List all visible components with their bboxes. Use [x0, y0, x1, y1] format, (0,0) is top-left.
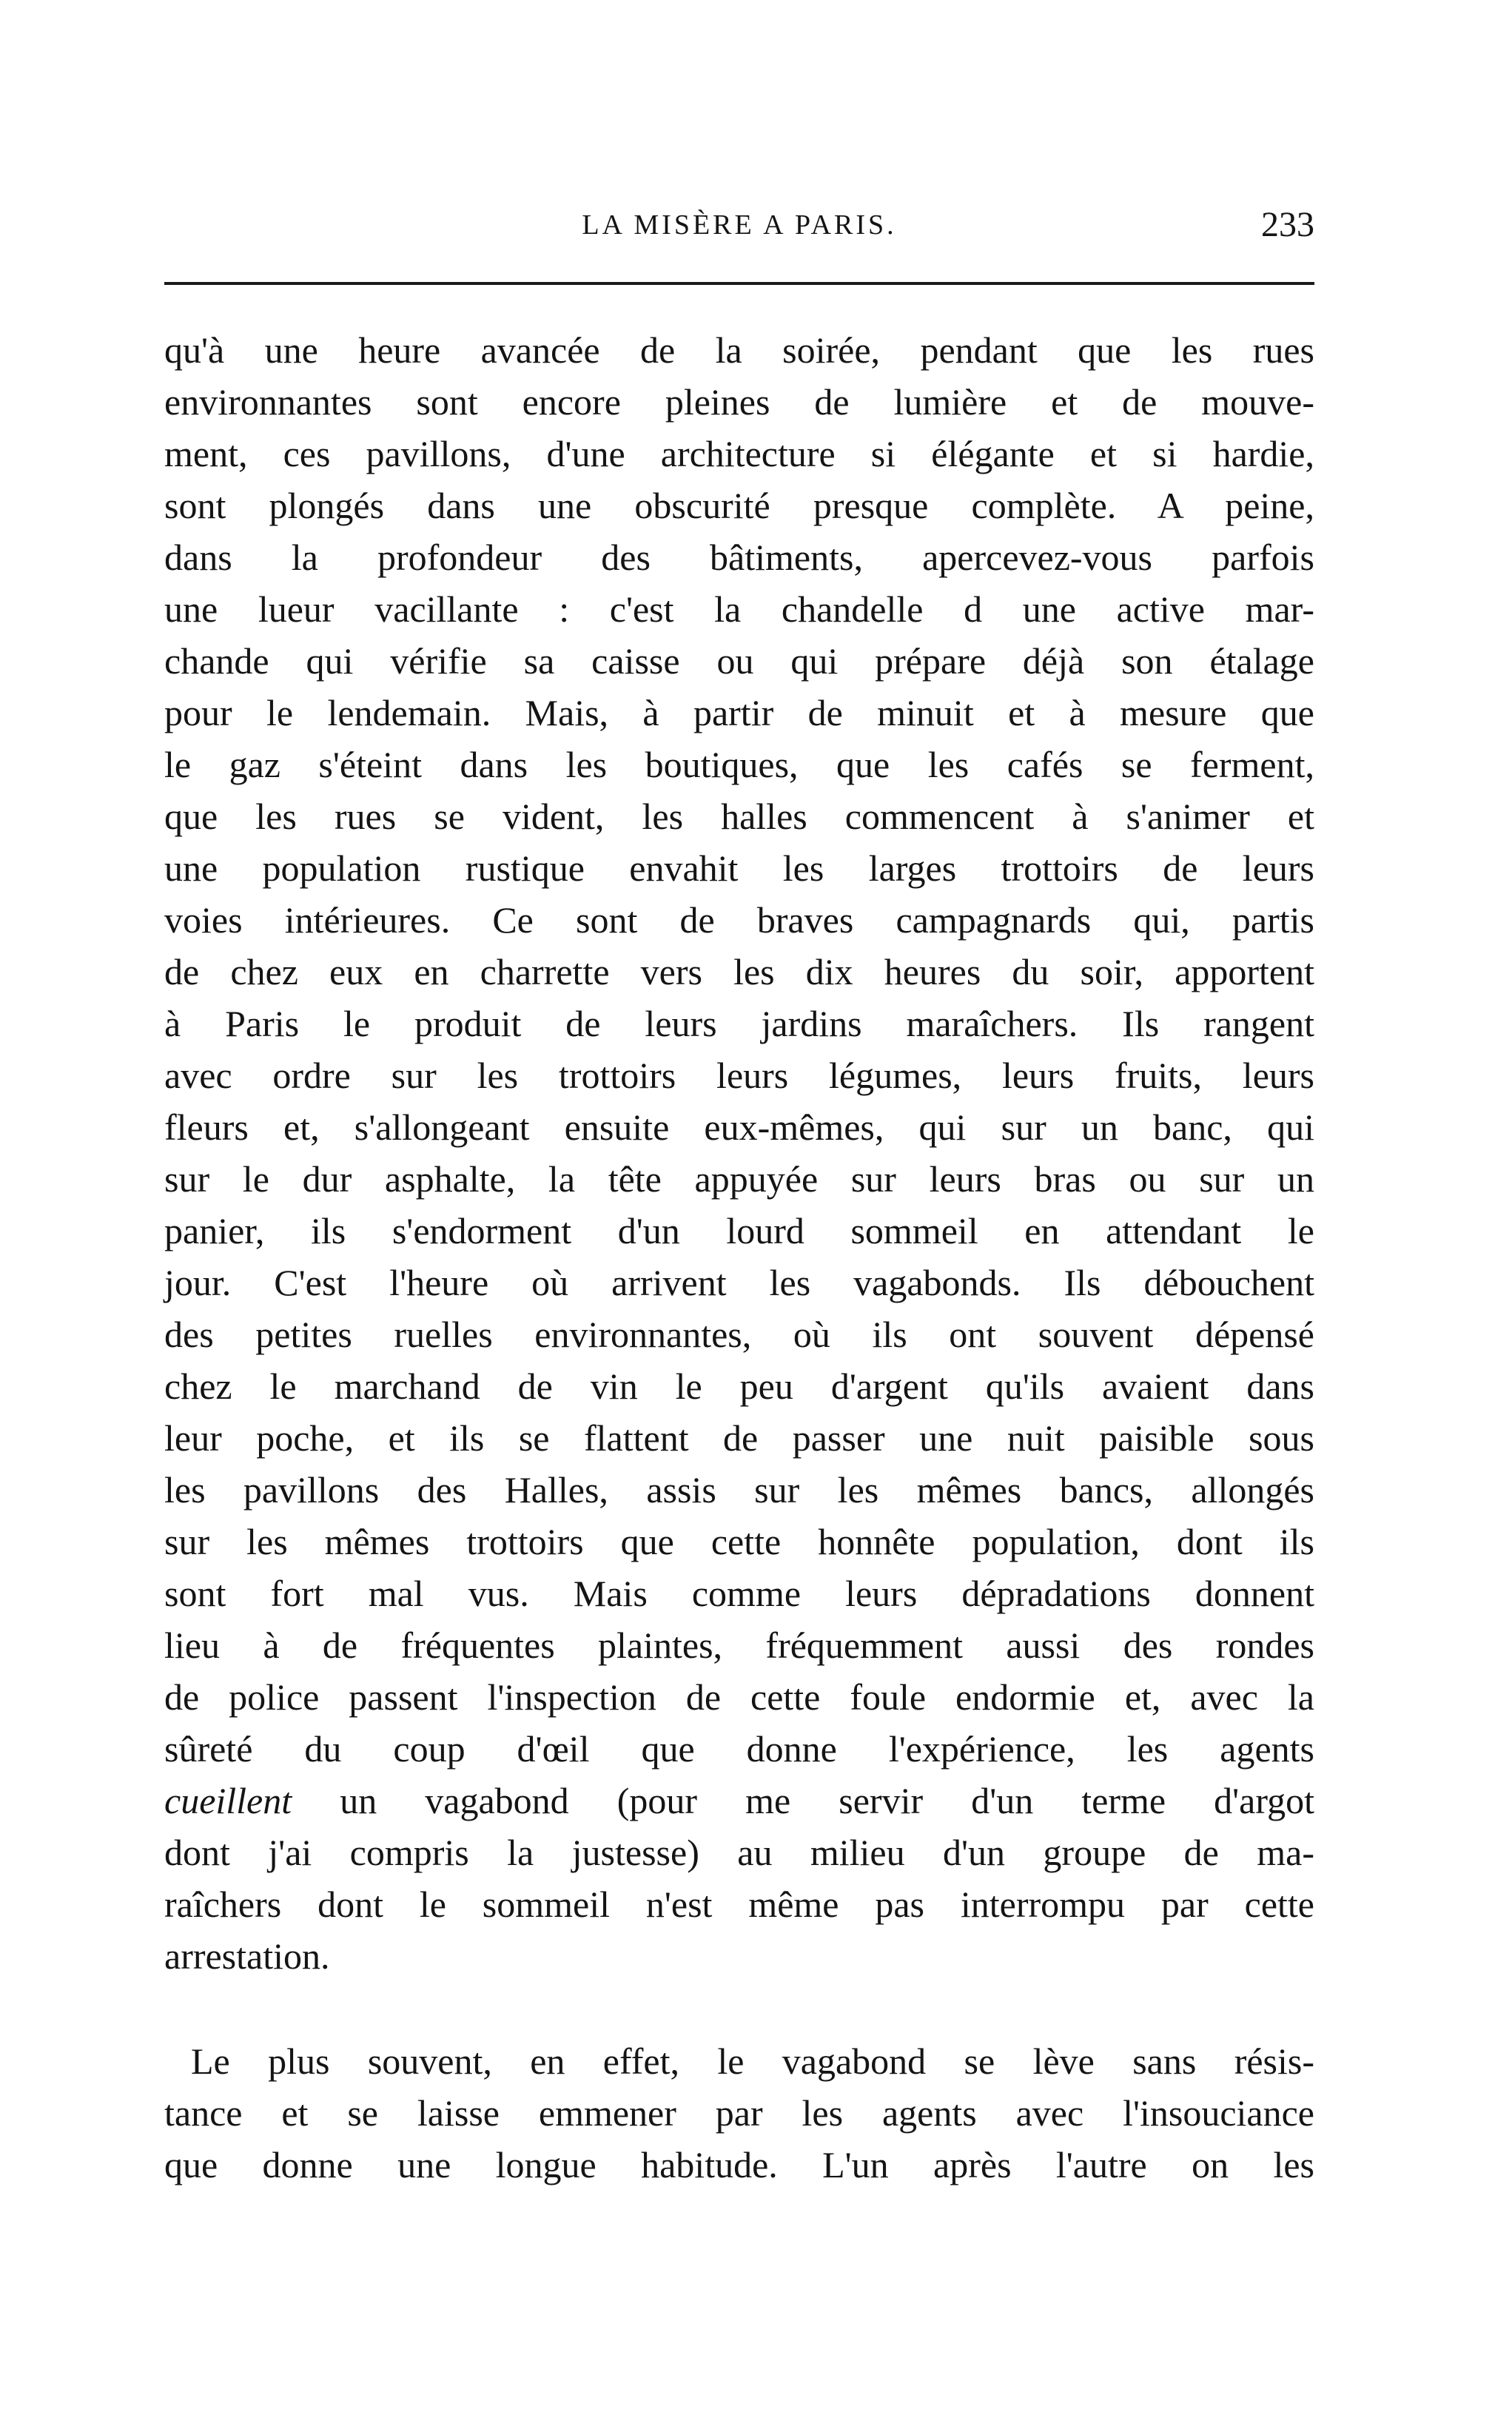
- text-line: panier, ils s'endorment d'un lourd sommeil en attendant le: [164, 1210, 1314, 1251]
- text-line: ment, ces pavillons, d'une architecture si élégante et si hardie,: [164, 433, 1314, 474]
- text-line: qu'à une heure avancée de la soirée, pendant que les rues: [164, 329, 1314, 371]
- line-text: un vagabond (pour me servir d'un terme d'argot: [292, 1780, 1314, 1821]
- text-line: voies intérieures. Ce sont de braves campagnards qui, partis: [164, 899, 1314, 941]
- paragraph: [164, 324, 1314, 1982]
- header-rule: [164, 282, 1314, 285]
- text-line: avec ordre sur les trottoirs leurs légumes, leurs fruits, leurs: [164, 1055, 1314, 1096]
- text-line: chande qui vérifie sa caisse ou qui prépare déjà son étalage: [164, 640, 1314, 682]
- text-line: tance et se laisse emmener par les agents avec l'insouciance: [164, 2092, 1314, 2134]
- text-line: sur les mêmes trottoirs que cette honnête population, dont ils: [164, 1521, 1314, 1562]
- text-line: chez le marchand de vin le peu d'argent qu'ils avaient dans: [164, 1365, 1314, 1407]
- text-line: environnantes sont encore pleines de lumière et de mouve-: [164, 381, 1314, 423]
- text-line: pour le lendemain. Mais, à partir de minuit et à mesure que: [164, 692, 1314, 733]
- text-line: des petites ruelles environnantes, où ils ont souvent dépensé: [164, 1314, 1314, 1355]
- text-line: le gaz s'éteint dans les boutiques, que les cafés se ferment,: [164, 744, 1314, 785]
- text-line: lieu à de fréquentes plaintes, fréquemment aussi des rondes: [164, 1624, 1314, 1666]
- text-line: une population rustique envahit les larges trottoirs de leurs: [164, 847, 1314, 889]
- text-line: Le plus souvent, en effet, le vagabond se lève sans résis-: [191, 2040, 1314, 2082]
- text-line: jour. C'est l'heure où arrivent les vagabonds. Ils débouchent: [164, 1262, 1314, 1303]
- page-number: 233: [1261, 205, 1314, 244]
- text-line: sur le dur asphalte, la tête appuyée sur leurs bras ou sur un: [164, 1158, 1314, 1200]
- text-line: [164, 1775, 1314, 1827]
- paragraph: [164, 2035, 1314, 2191]
- text-line: dont j'ai compris la justesse) au milieu d'un groupe de ma-: [164, 1832, 1314, 1873]
- text-line: sûreté du coup d'œil que donne l'expérience, les agents: [164, 1728, 1314, 1770]
- text-line: arrestation.: [164, 1935, 330, 1977]
- text-line: dans la profondeur des bâtiments, apercevez-vous parfois: [164, 537, 1314, 578]
- italic-word: cueillent: [164, 1780, 292, 1821]
- body-text: [164, 324, 1314, 2191]
- text-line: une lueur vacillante : c'est la chandelle d une active mar-: [164, 588, 1314, 630]
- page-header: [164, 204, 1314, 256]
- text-line: que les rues se vident, les halles commencent à s'animer et: [164, 796, 1314, 837]
- paragraph-gap: [164, 1982, 1314, 2035]
- text-line: fleurs et, s'allongeant ensuite eux-mêmes, qui sur un banc, qui: [164, 1106, 1314, 1148]
- text-line: que donne une longue habitude. L'un après l'autre on les: [164, 2144, 1314, 2185]
- text-line: sont plongés dans une obscurité presque complète. A peine,: [164, 485, 1314, 526]
- text-line: raîchers dont le sommeil n'est même pas interrompu par cette: [164, 1884, 1314, 1925]
- text-line: sont fort mal vus. Mais comme leurs dépradations donnent: [164, 1573, 1314, 1614]
- running-title: LA MISÈRE A PARIS.: [582, 209, 897, 241]
- text-line: de police passent l'inspection de cette foule endormie et, avec la: [164, 1676, 1314, 1718]
- text-line: à Paris le produit de leurs jardins maraîchers. Ils rangent: [164, 1003, 1314, 1044]
- text-line: de chez eux en charrette vers les dix heures du soir, apportent: [164, 951, 1314, 992]
- text-line: leur poche, et ils se flattent de passer une nuit paisible sous: [164, 1417, 1314, 1459]
- text-line: les pavillons des Halles, assis sur les mêmes bancs, allongés: [164, 1469, 1314, 1511]
